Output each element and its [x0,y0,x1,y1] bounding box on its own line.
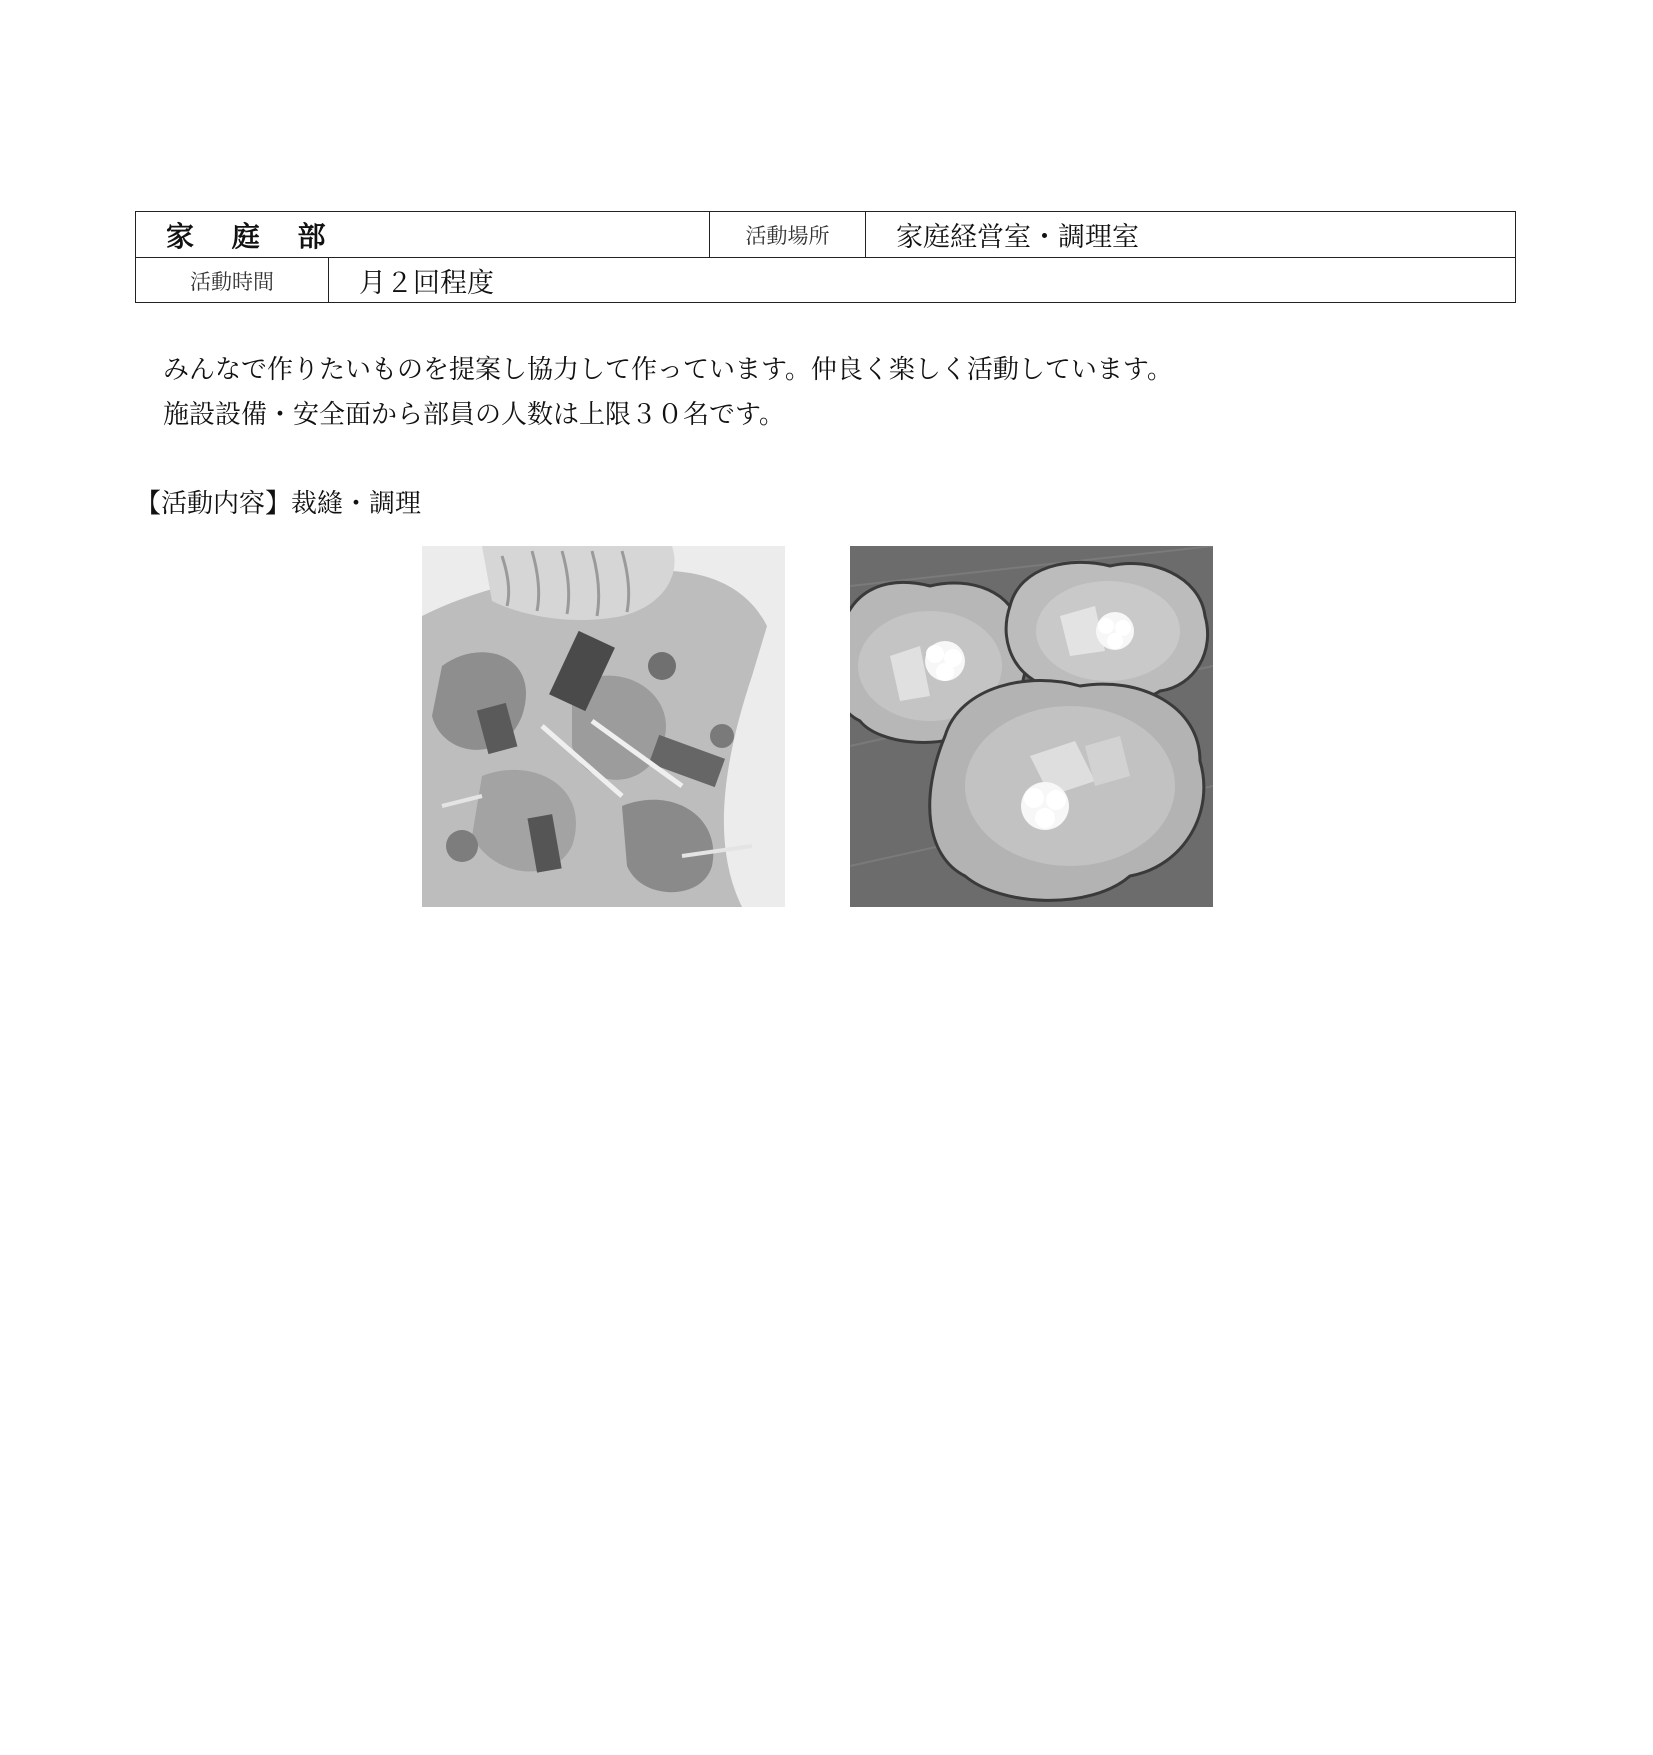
description-line-1: みんなで作りたいものを提案し協力して作っています。仲良く楽しく活動しています。 [163,355,1173,385]
time-value: 月２回程度 [359,268,494,299]
drawstring-bag-photo [422,546,785,907]
description-line-2: 施設設備・安全面から部員の人数は上限３０名です。 [163,400,785,430]
place-value: 家庭経営室・調理室 [896,222,1139,253]
place-label: 活動場所 [709,212,866,257]
time-label: 活動時間 [136,258,329,303]
activity-heading: 【活動内容】裁縫・調理 [135,489,422,519]
club-name: 家 庭 部 [166,219,340,253]
club-info-table [135,211,1516,303]
jelly-dessert-photo [850,546,1213,907]
